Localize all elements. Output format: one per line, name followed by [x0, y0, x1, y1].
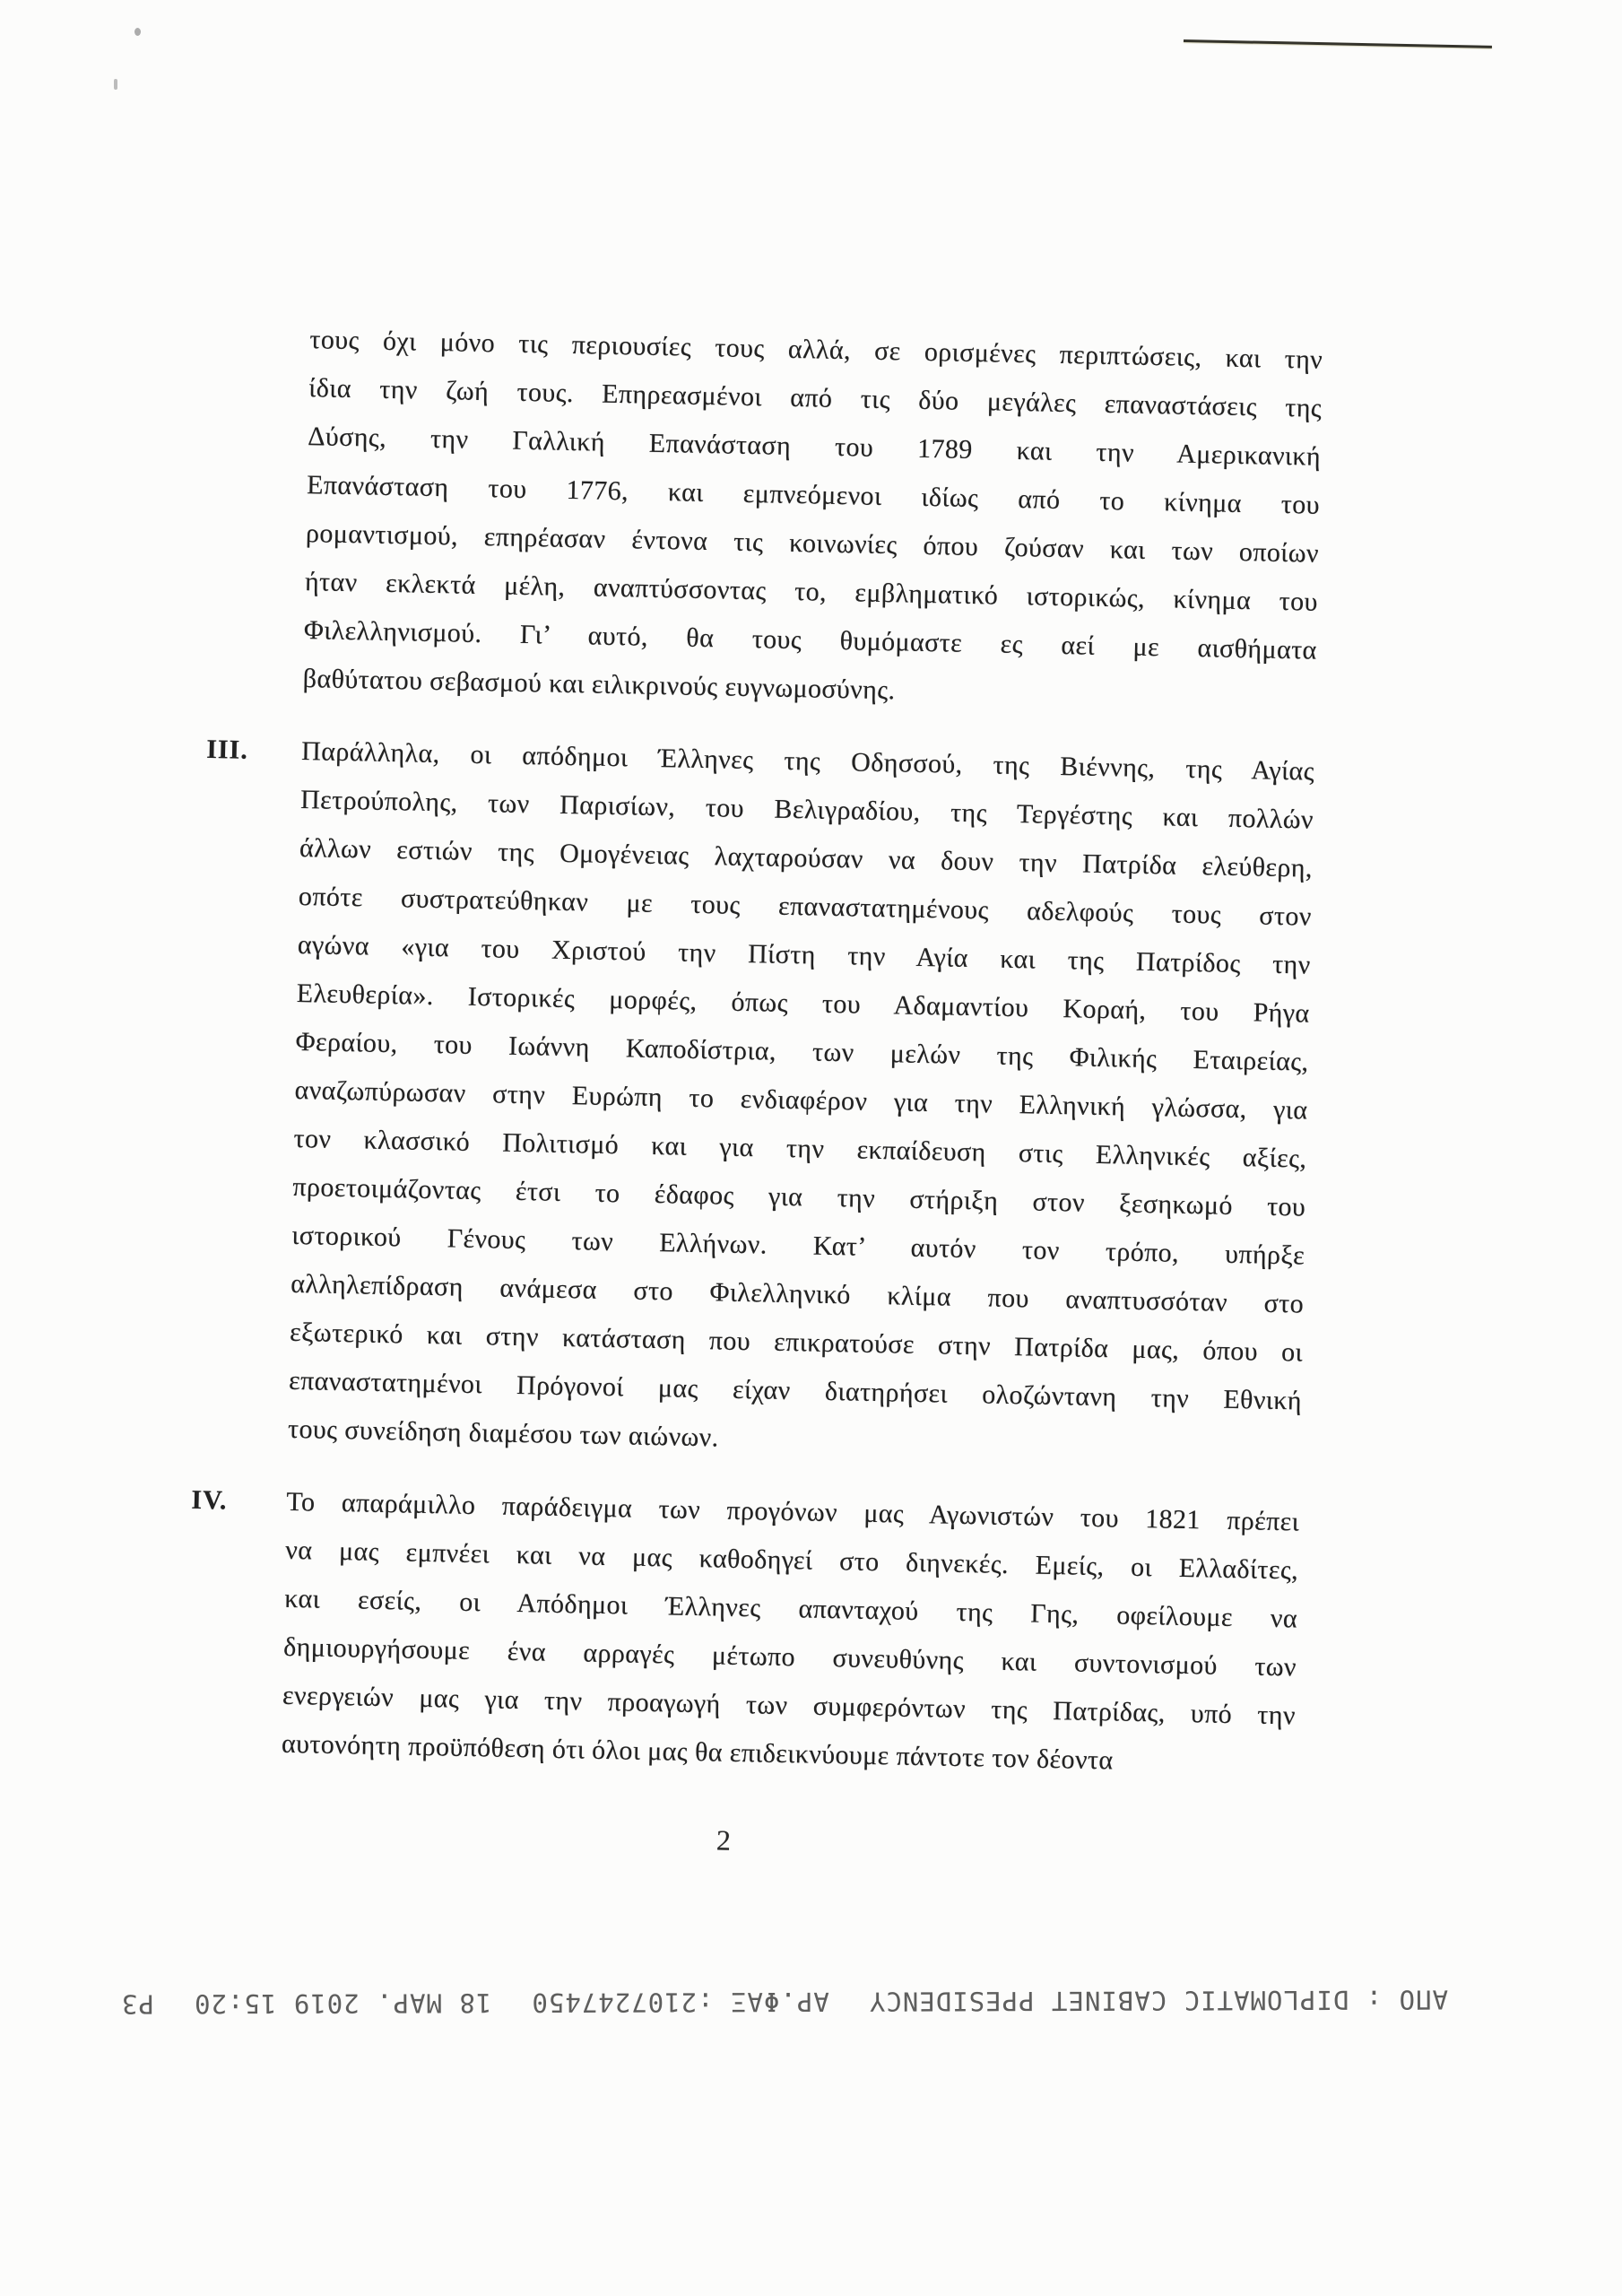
paragraph-line: αλληλεπίδραση ανάμεσα στο Φιλελληνικό κλίμα που αναπτυσσόταν στο [290, 1268, 1305, 1319]
paragraph-line: επαναστατημένοι Πρόγονοί μας είχαν διατηρήσει ολοζώντανη την Εθνική [288, 1365, 1303, 1416]
fax-datetime: 18 ΜΑΡ. 2019 15:20 [194, 1987, 492, 2020]
paragraph-line: εξωτερικό και στην κατάσταση που επικρατούσε στην Πατρίδα μας, όπου οι [289, 1317, 1304, 1368]
paragraph-line: ήταν εκλεκτά μέλη, αναπτύσσοντας το, εμβληματικό ιστορικώς, κίνημα του [304, 567, 1319, 617]
paragraph-line: Πετρούπολης, των Παρισίων, του Βελιγραδίου, της Τεργέστης και πολλών [299, 785, 1314, 835]
paragraph-line: τον κλασσικό Πολιτισμό και για την εκπαίδευση στις Ελληνικές αξίες, [293, 1123, 1307, 1174]
paragraph-line: προετοιμάζοντας έτσι το έδαφος για την στήριξη στον ξεσηκωμό του [292, 1171, 1306, 1222]
paragraph-number [215, 314, 310, 316]
paragraph-line: Φεραίου, του Ιωάννη Καποδίστρια, των μελών της Φιλικής Εταιρείας, [295, 1026, 1309, 1077]
paragraph-lines [281, 1478, 1299, 1789]
paragraph-line: Παράλληλα, οι απόδημοι Έλληνες της Οδησσού, της Βιέννης, της Αγίας [300, 736, 1315, 787]
paragraph-line: Ελευθερία». Ιστορικές μορφές, όπως του Αδαμαντίου Κοραή, του Ρήγα [296, 978, 1310, 1029]
page-number: 2 [716, 1823, 732, 1857]
paragraph-line: και εσείς, οι Απόδημοι Έλληνες απανταχού της Γης, οφείλουμε να [283, 1583, 1298, 1634]
paragraph-line: ενεργειών μας για την προαγωγή των συμφερόντων της Πατρίδας, υπό την [282, 1680, 1297, 1731]
scan-speck [134, 28, 141, 36]
paragraph-line: οπότε συστρατεύθηκαν με τους επαναστατημένους αδελφούς τους στον [298, 882, 1313, 932]
paragraph-line: άλλων εστιών της Ομογένειας λαχταρούσαν να δουν την Πατρίδα ελεύθερη, [299, 833, 1314, 883]
paragraph-line: να μας εμπνέει και να μας καθοδηγεί στο διηνεκές. Εμείς, οι Ελλαδίτες, [285, 1535, 1299, 1586]
fax-sender: ΑΠΟ : DIPLOMATIC CABINET PPESIDENCY [868, 1984, 1449, 2017]
paragraph [186, 1476, 1299, 1789]
fax-page-code: P3 [120, 1988, 154, 2020]
paragraph-line: αναζωπύρωσαν στην Ευρώπη το ενδιαφέρον για την Ελληνική γλώσσα, για [294, 1074, 1308, 1126]
paragraph-number: III. [205, 734, 249, 765]
scan-speck [114, 79, 117, 90]
paragraph [207, 314, 1323, 724]
paragraph-line: ιστορικού Γένους των Ελλήνων. Κατ’ αυτόν τον τρόπο, υπήρξε [291, 1220, 1305, 1271]
paragraph-line: δημιουργήσουμε ένα αρραγές μέτωπο συνευθύνης και συντονισμού των [282, 1631, 1297, 1683]
paragraph-lines [302, 316, 1323, 724]
paragraph-line: τους συνείδηση διαμέσου των αιώνων. [287, 1413, 719, 1453]
fax-header-line [121, 1983, 1448, 2020]
paragraph-line: αυτονόητη προϋπόθεση ότι όλοι μας θα επιδεικνύουμε πάντοτε τον δέοντα [281, 1728, 1114, 1776]
paragraph-line: βαθύτατου σεβασμού και ειλικρινούς ευγνωμοσύνης. [302, 664, 896, 706]
paragraph-line: Επανάσταση του 1776, και εμπνεόμενοι ιδίως από το κίνημα του [306, 470, 1321, 520]
paragraph-line: Δύσης, την Γαλλική Επανάσταση του 1789 και την Αμερικανική [307, 422, 1322, 472]
paragraph-line: ίδια την ζωή τους. Επηρεασμένοι από τις δύο μεγάλες επαναστάσεις της [308, 373, 1323, 423]
paragraph-line: αγώνα «για του Χριστού την Πίστη την Αγία και της Πατρίδος την [297, 929, 1312, 980]
paragraph-number: IV. [191, 1484, 228, 1516]
scan-line-artifact [1184, 39, 1492, 48]
paragraph-line: ρομαντισμού, επηρέασαν έντονα τις κοινωνίες όπου ζούσαν και των οποίων [305, 518, 1320, 569]
paragraph-line: τους όχι μόνο τις περιουσίες τους αλλά, σε ορισμένες περιπτώσεις, και την [309, 325, 1323, 375]
paragraph-line: Το απαράμιλλο παράδειγμα των προγόνων μας Αγωνιστών του 1821 πρέπει [286, 1486, 1300, 1537]
fax-number: ΑΡ.ΦΑΞ :2107247450 [531, 1986, 829, 2018]
paragraph-line: Φιλελληνισμού. Γι’ αυτό, θα τους θυμόμαστε ες αεί με αισθήματα [303, 615, 1318, 665]
paragraph [193, 726, 1315, 1474]
paragraph-lines [288, 727, 1315, 1474]
document-body [185, 314, 1323, 1868]
